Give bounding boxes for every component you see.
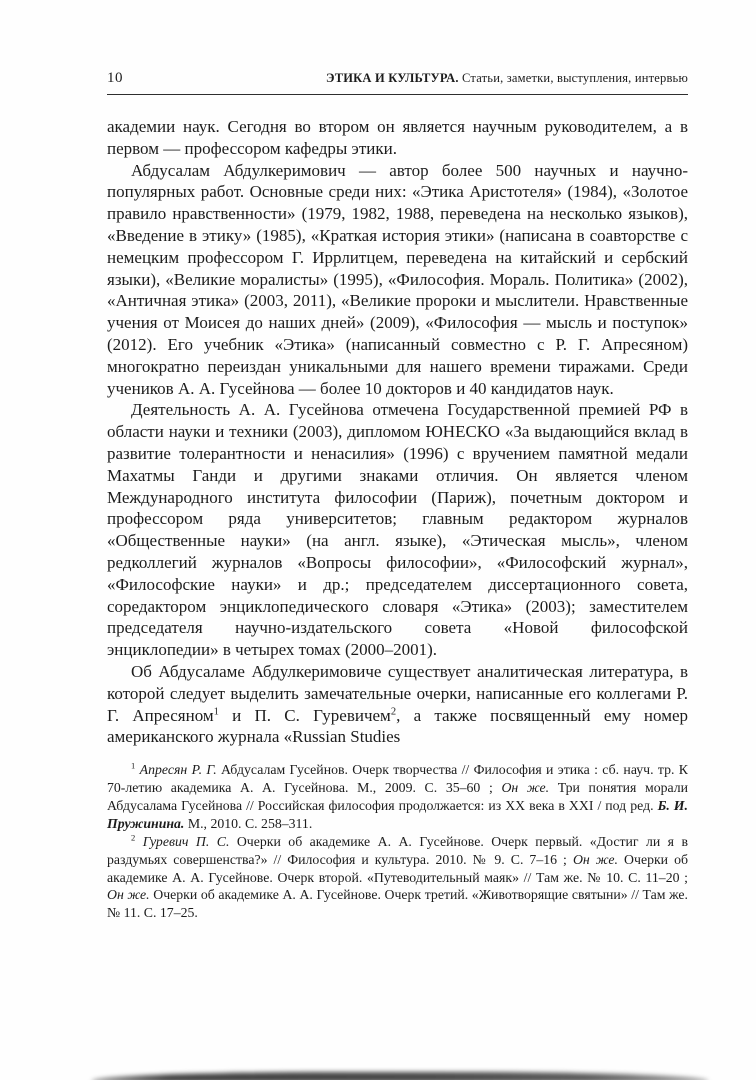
running-title [326, 71, 688, 86]
body-text [107, 116, 688, 748]
footnote-2: $^2$ Гуревич П. С. Очерки об академике А. А. Гусейнове. Очерк первый. «Достиг ли я в раздумьях совершенства?» // Философия и культура. 2010. № 9. С. 7–16 ; Он же. Очерки об академике А. А. Гусейнове. Очерк второй. «Путеводительный маяк» // Там же. № 10. С. 11–20 ; Он же. Очерки об академике А. А. Гусейнове. Очерк третий. «Животворящие святыни» // Там же. № 11. С. 17–25. [107, 832, 689, 921]
header-rule [107, 94, 688, 95]
paragraph-continuation: академии наук. Сегодня во втором он является научным руководителем, а в первом — профессором кафедры этики. [107, 117, 688, 158]
paragraph-awards: Деятельность А. А. Гусейнова отмечена Государственной премией РФ в области науки и техники (2003), дипломом ЮНЕСКО «За выдающийся вклад в развитие толерантности и ненасилия» (1996) с вручением памятной медали Махатмы Ганди и другими знаками отличия. Он является членом Международного института философии (Париж), почетным доктором и профессором ряда университетов; главным редактором журналов «Общественные науки» (на англ. языке), «Этическая мысль», членом редколлегий журналов «Вопросы философии», «Философский журнал», «Философские науки» и др.; председателем диссертационного совета, соредактором энциклопедического словаря «Этика» (2003); заместителем председателя научно-издательского совета «Новой философской энциклопедии» в четырех томах (2000–2001). [107, 400, 688, 660]
page-number: 10 [107, 70, 123, 86]
paragraph-works: Абдусалам Абдулкеримович — автор более 500 научных и научно-популярных работ. Основные среди них: «Этика Аристотеля» (1984), «Золотое правило нравственности» (1979, 1982, 1988, переведена на несколько языков), «Введение в этику» (1985), «Краткая история этики» (написана в соавторстве с немецким профессором Г. Иррлитцем, переведена на китайский и сербский языки), «Великие моралисты» (1995), «Философия. Мораль. Политика» (2002), «Античная этика» (2003, 2011), «Великие пророки и мыслители. Нравственные учения от Моисея до наших дней» (2009), «Философия — мысль и поступок» (2012). Его учебник «Этика» (написанный совместно с Р. Г. Апресяном) многократно переиздан уникальными для нашего времени тиражами. Среди учеников А. А. Гусейнова — более 10 докторов и 40 кандидатов наук. [107, 160, 688, 398]
scan-edge-shadow [92, 1072, 708, 1080]
page-header [107, 70, 688, 87]
footnotes-section [107, 761, 688, 922]
running-title-rest: Статьи, заметки, выступления, интервью [458, 71, 688, 85]
paragraph-literature: Об Абдусаламе Абдулкеримовиче существует аналитическая литература, в которой следует выделить замечательные очерки, написанные его коллегами Р. Г. Апресяном$^1$ и П. С. Гуревичем$^2$, а также посвященный ему номер американского журнала «Russian Studies [107, 661, 689, 747]
running-title-bold: ЭТИКА И КУЛЬТУРА. [326, 71, 459, 85]
footnote-1: $^1$ Апресян Р. Г. Абдусалам Гусейнов. Очерк творчества // Философия и этика : сб. науч. тр. К 70-летию академика А. А. Гусейнова. М., 2009. С. 35–60 ; Он же. Три понятия морали Абдусалама Гусейнова // Российская философия продолжается: из XX века в XXI / под ред. Б. И. Пружинина. М., 2010. С. 258–311. [107, 760, 689, 831]
